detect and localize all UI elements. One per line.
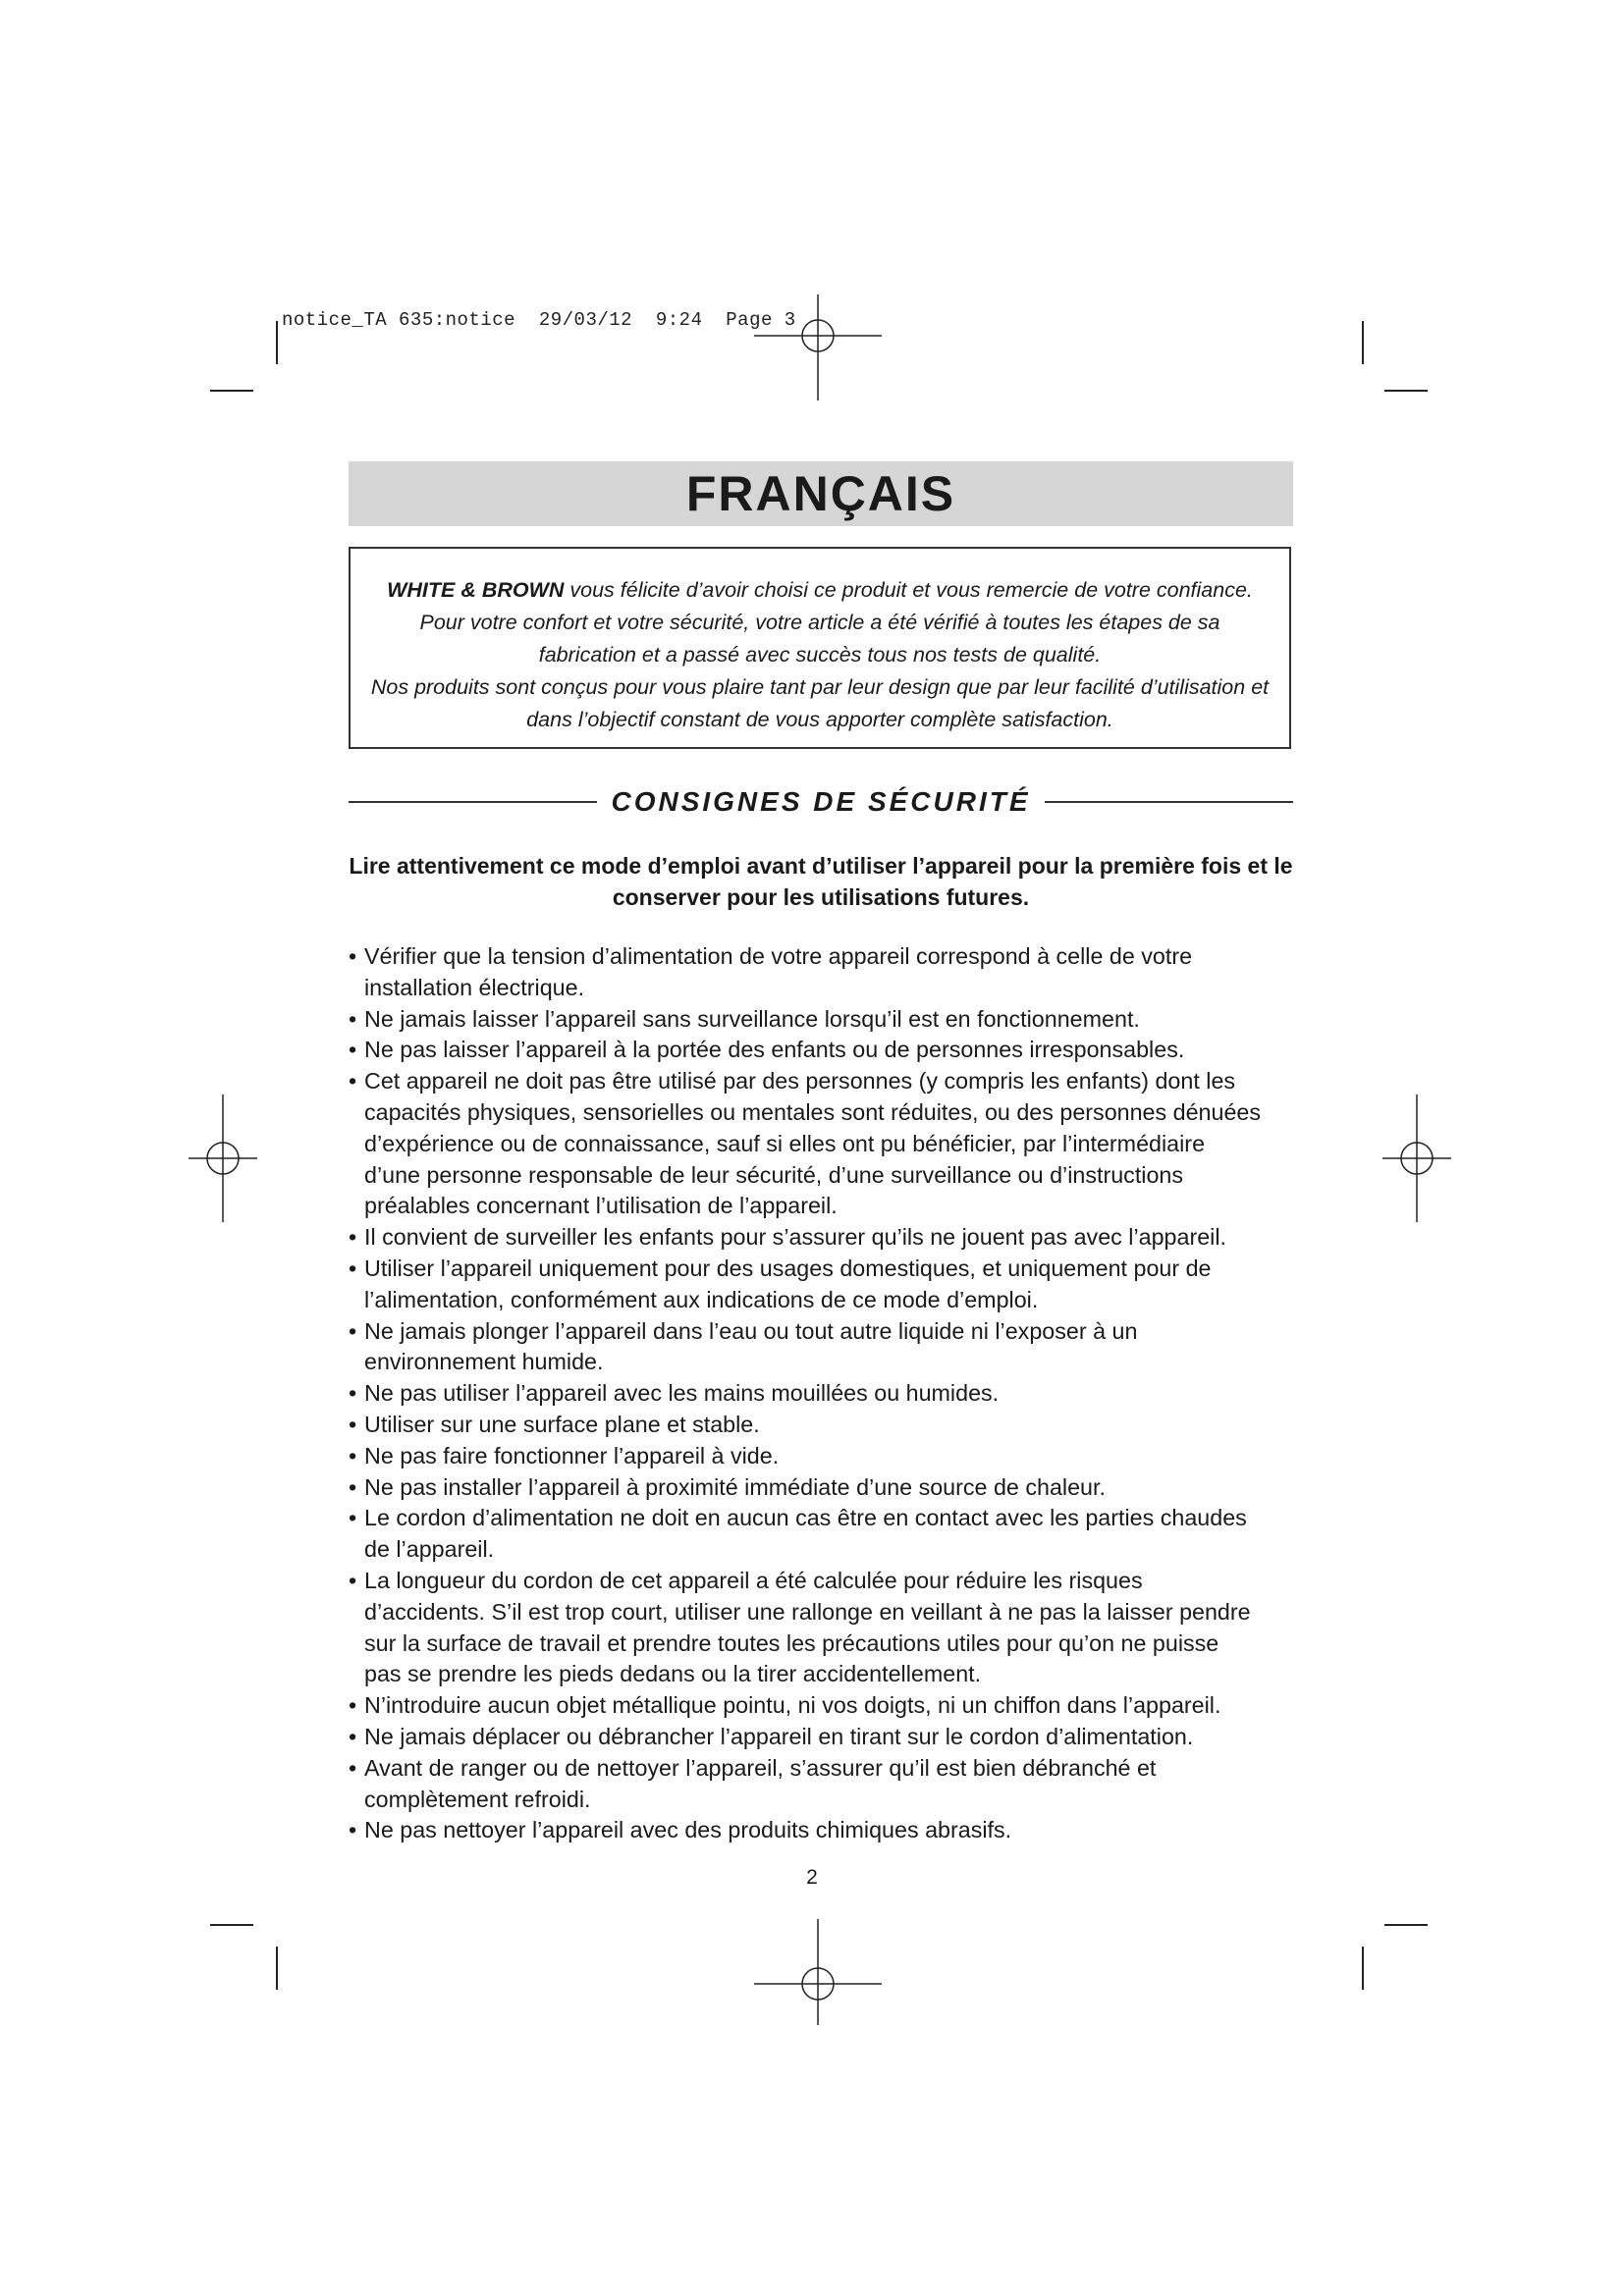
crop-mark-top-left-horizontal [210,390,253,392]
safety-item [349,941,1291,1004]
safety-item [349,1254,1291,1316]
intro-line: Nos produits sont conçus pour vous plaire tant par leur design que par leur facilité d’utilisation et [370,675,1270,699]
safety-item [349,1566,1291,1690]
crop-mark-top-right-horizontal [1384,390,1428,392]
safety-item-line: • Ne jamais plonger l’appareil dans l’eau ou tout autre liquide ni l’exposer à un [364,1317,1138,1344]
safety-item-line: • Utiliser l’appareil uniquement pour des usages domestiques, et uniquement pour de [364,1255,1212,1281]
intro-line: Pour votre confort et votre sécurité, votre article a été vérifié à toutes les étapes de sa [419,611,1220,634]
safety-item-line: de l’appareil. [364,1536,495,1563]
safety-item-line: préalables concernant l’utilisation de l’appareil. [364,1193,838,1219]
safety-item [349,1066,1291,1222]
safety-item-line: pas se prendre les pieds dedans ou la tirer accidentellement. [364,1661,982,1687]
safety-item-line: environnement humide. [364,1349,604,1375]
safety-item-line: • Ne jamais laisser l’appareil sans surveillance lorsqu’il est en fonctionnement. [364,1005,1140,1032]
safety-item-line: • Ne pas installer l’appareil à proximité immédiate d’une source de chaleur. [364,1473,1106,1500]
safety-item [349,1503,1291,1566]
intro-line: dans l’objectif constant de vous apporter complète satisfaction. [526,708,1113,731]
safety-item [349,1316,1291,1379]
safety-item-line: d’une personne responsable de leur sécurité, d’une surveillance ou d’instructions [364,1161,1184,1188]
safety-item-line: • Avant de ranger ou de nettoyer l’appareil, s’assurer qu’il est bien débranché et [364,1754,1157,1781]
crop-mark-top-left-vertical [276,321,278,364]
lead-paragraph [349,850,1293,913]
safety-instructions-list [349,941,1291,1846]
crop-mark-bottom-right-vertical [1362,1947,1364,1990]
intro-box [349,547,1291,749]
crop-mark-bottom-right-horizontal [1384,1924,1428,1926]
safety-item [349,1410,1291,1441]
safety-item-line: complètement refroidi. [364,1786,591,1812]
intro-line [368,574,1272,607]
safety-item-line: • Ne pas nettoyer l’appareil avec des produits chimiques abrasifs. [364,1817,1012,1843]
intro-line-rest: vous félicite d’avoir choisi ce produit et vous remercie de votre confiance. [564,578,1253,602]
safety-item-line: l’alimentation, conformément aux indications de ce mode d’emploi. [364,1286,1039,1312]
safety-item-line: • Ne pas utiliser l’appareil avec les mains mouillées ou humides. [364,1380,1000,1407]
safety-item-line: d’accidents. S’il est trop court, utiliser une rallonge en veillant à ne pas la laisser pendre [364,1598,1251,1625]
safety-item [349,1472,1291,1504]
safety-item [349,1690,1291,1722]
safety-item [349,1035,1291,1066]
registration-mark-bottom-icon [754,1919,882,2027]
safety-item-line: installation électrique. [364,974,585,1000]
safety-item-line: • Ne jamais déplacer ou débrancher l’appareil en tirant sur le cordon d’alimentation. [364,1723,1194,1749]
safety-item-line: sur la surface de travail et prendre toutes les précautions utiles pour qu’on ne puisse [364,1629,1219,1656]
safety-item-line: • Il convient de surveiller les enfants pour s’assurer qu’ils ne jouent pas avec l’appareil. [364,1224,1226,1251]
registration-mark-right-icon [1382,1095,1451,1222]
lead-line: Lire attentivement ce mode d’emploi avant d’utiliser l’appareil pour la première fois et le [349,853,1293,879]
page-title: FRANÇAIS [685,466,956,521]
intro-line: fabrication et a passé avec succès tous nos tests de qualité. [538,643,1102,667]
crop-mark-top-right-vertical [1362,321,1364,364]
safety-item [349,1722,1291,1753]
brand-name: WHITE & BROWN [387,578,565,602]
language-title-bar [349,461,1293,526]
safety-item-line: • Ne pas laisser l’appareil à la portée des enfants ou de personnes irresponsables. [364,1037,1185,1063]
safety-item-line: • La longueur du cordon de cet appareil a été calculée pour réduire les risques [364,1567,1143,1593]
crop-mark-bottom-left-vertical [276,1947,278,1990]
safety-item-line: • Utiliser sur une surface plane et stable. [364,1411,760,1437]
registration-mark-left-icon [189,1095,257,1222]
safety-item-line: • Cet appareil ne doit pas être utilisé par des personnes (y compris les enfants) dont les [364,1068,1236,1095]
safety-item [349,1378,1291,1410]
safety-item-line: • Vérifier que la tension d’alimentation de votre appareil correspond à celle de votre [364,943,1193,969]
safety-item-line: • Ne pas faire fonctionner l’appareil à vide. [364,1442,780,1468]
crop-mark-bottom-left-horizontal [210,1924,253,1926]
page-number: 2 [806,1866,818,1889]
safety-item [349,1222,1291,1254]
safety-item [349,1004,1291,1036]
heading-rule-right [1045,801,1293,803]
safety-item-line: • Le cordon d’alimentation ne doit en aucun cas être en contact avec les parties chaudes [364,1505,1247,1531]
section-title: CONSIGNES DE SÉCURITÉ [611,786,1031,817]
safety-item-line: capacités physiques, sensorielles ou mentales sont réduites, ou des personnes dénuées [364,1098,1262,1125]
safety-item-line: d’expérience ou de connaissance, sauf si elles ont pu bénéficier, par l’intermédiaire [364,1130,1206,1156]
registration-mark-top-icon [754,294,882,402]
safety-section-heading [349,782,1293,822]
print-slug: notice_TA 635:notice 29/03/12 9:24 Page 3 [282,309,796,331]
safety-item [349,1815,1291,1846]
safety-item [349,1753,1291,1816]
safety-item-line: • N’introduire aucun objet métallique pointu, ni vos doigts, ni un chiffon dans l’appareil. [364,1692,1221,1719]
lead-line: conserver pour les utilisations futures. [612,884,1030,910]
heading-rule-left [349,801,597,803]
safety-item [349,1441,1291,1472]
